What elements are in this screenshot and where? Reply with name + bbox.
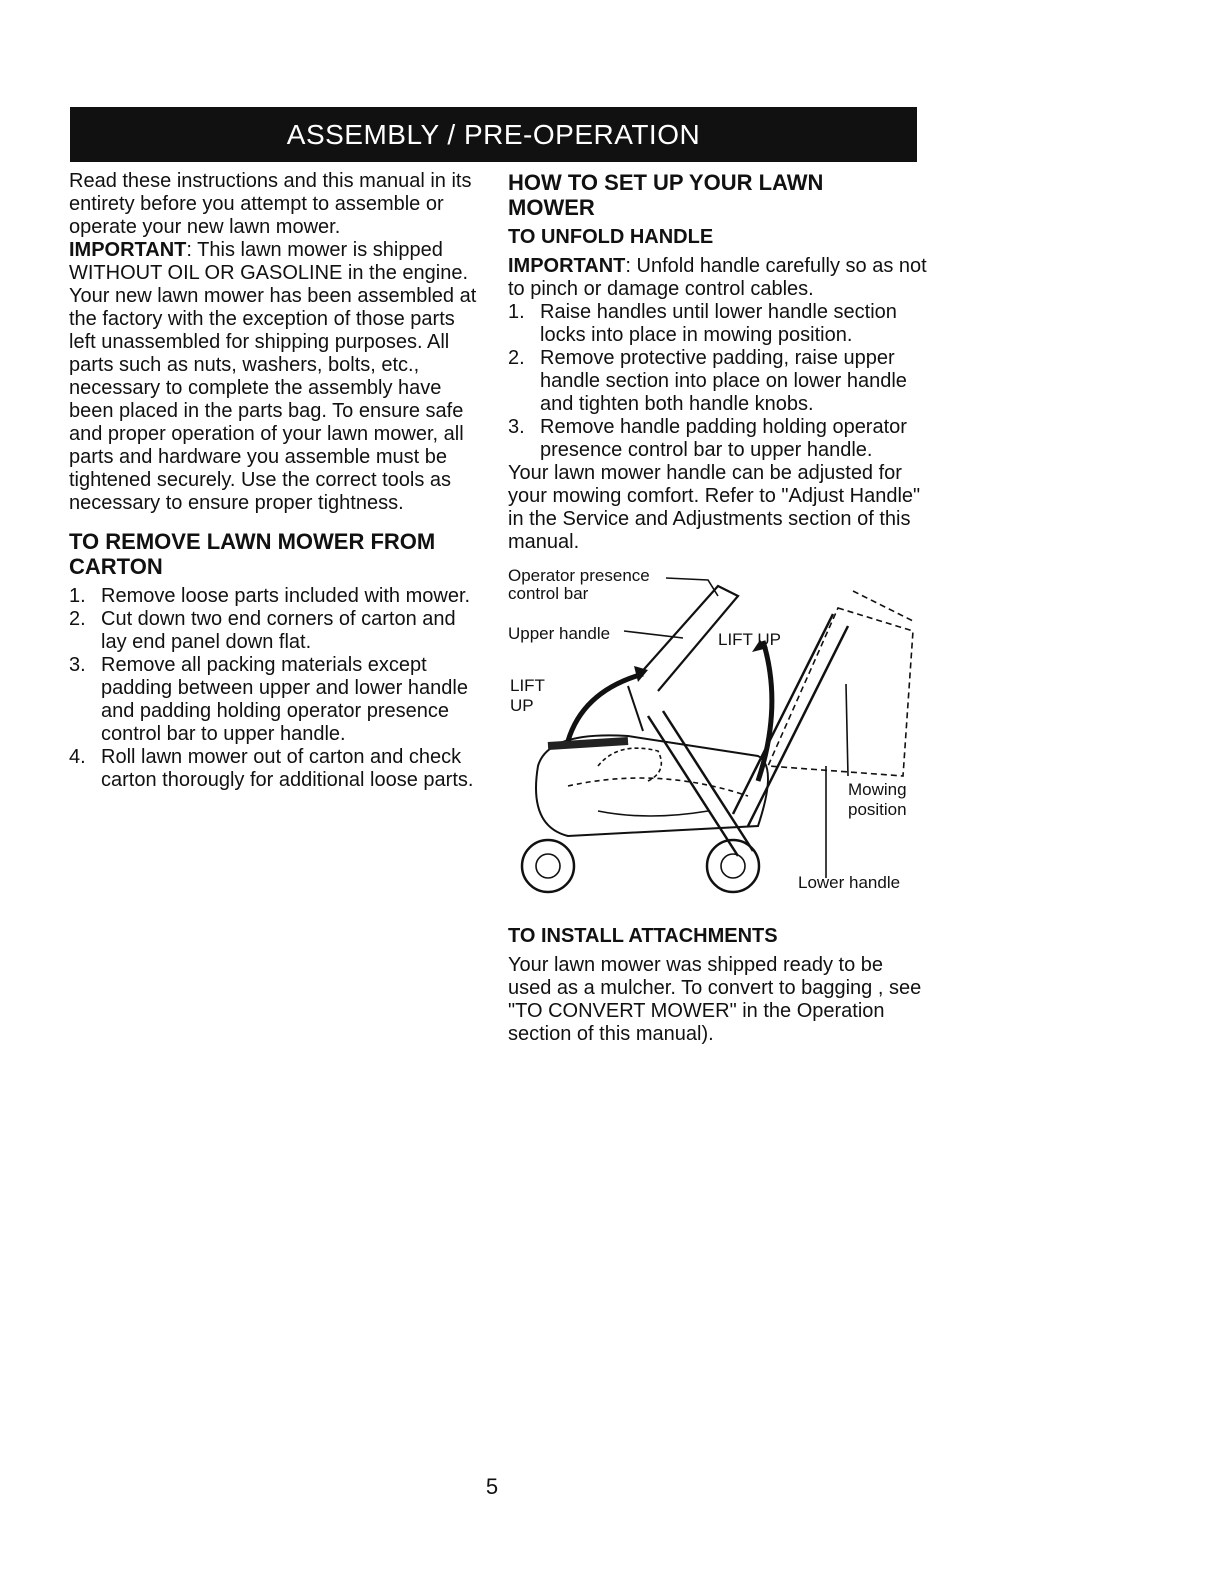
step-text: Raise handles until lower handle section locks into place in mowing position.	[540, 301, 897, 346]
page-number: 5	[485, 1474, 499, 1499]
step-number: 1.	[508, 301, 525, 323]
label-upper-handle: Upper handle	[508, 624, 611, 643]
step-number: 3.	[69, 654, 86, 676]
list-item	[69, 585, 479, 608]
right-column	[508, 170, 928, 1046]
attach-heading: TO INSTALL ATTACHMENTS	[508, 925, 778, 947]
banner-title: ASSEMBLY / PRE-OPERATION	[286, 118, 701, 150]
remove-steps-list	[69, 585, 479, 792]
list-item	[69, 746, 479, 792]
important-label: IMPORTANT	[508, 255, 626, 277]
label-lower-handle: Lower handle	[798, 873, 901, 892]
step-text: Cut down two end corners of carton and lay end panel down flat.	[101, 608, 456, 653]
label-mowing-2: position	[848, 800, 907, 819]
step-number: 2.	[69, 608, 86, 630]
list-item	[508, 416, 928, 462]
step-text: Remove loose parts included with mower.	[101, 585, 471, 607]
assembled-paragraph: Your new lawn mower has been assembled at the factory with the exception of those parts left unassembled for shipping purposes. All parts such as nuts, washers, bolts, etc., necessary to complete the assembly have been placed in the parts bag. To ensure safe and proper operation of your lawn mower, all parts and hardware you assemble must be tightened securely. Use the correct tools as necessary to ensure proper tightness.	[69, 285, 477, 514]
step-number: 4.	[69, 746, 86, 768]
label-control-bar-1: Operator presence	[508, 566, 650, 585]
important-text: : Unfold handle carefully so as not to pinch or damage control cables.	[508, 255, 927, 300]
adjust-paragraph: Your lawn mower handle can be adjusted for your mowing comfort. Refer to "Adjust Handle" in the Service and Adjustments section of this manual.	[508, 462, 921, 553]
label-up: UP	[510, 696, 534, 715]
label-control-bar-2: control bar	[508, 584, 589, 603]
intro-paragraph: Read these instructions and this manual in its entirety before you attempt to assemble or operate your new lawn mower.	[69, 170, 472, 238]
label-lift-up-right: LIFT UP	[718, 630, 781, 649]
step-text: Remove handle padding holding operator presence control bar to upper handle.	[540, 416, 907, 461]
setup-heading: HOW TO SET UP YOUR LAWN MOWER	[508, 170, 824, 220]
unfold-heading: TO UNFOLD HANDLE	[508, 226, 714, 248]
attach-paragraph: Your lawn mower was shipped ready to be used as a mulcher. To convert to bagging , see "TO CONVERT MOWER" in the Operation section of this manual).	[508, 954, 922, 1045]
label-mowing-1: Mowing	[848, 780, 907, 799]
list-item	[69, 654, 479, 746]
unfold-important-paragraph	[508, 255, 928, 301]
mower-illustration	[508, 566, 928, 911]
mower-drawing	[508, 566, 928, 911]
section-banner	[70, 107, 917, 162]
step-number: 3.	[508, 416, 525, 438]
list-item	[508, 347, 928, 416]
step-text: Remove protective padding, raise upper handle section into place on lower handle and tighten both handle knobs.	[540, 347, 907, 415]
unfold-steps-list	[508, 301, 928, 462]
remove-heading: TO REMOVE LAWN MOWER FROM CARTON	[69, 529, 436, 579]
important-paragraph	[69, 239, 479, 285]
step-text: Remove all packing materials except padding between upper and lower handle and padding holding operator presence control bar to upper handle.	[101, 654, 468, 745]
list-item	[508, 301, 928, 347]
step-number: 2.	[508, 347, 525, 369]
label-lift: LIFT	[510, 676, 545, 695]
important-text: : This lawn mower is shipped WITHOUT OIL OR GASOLINE in the engine.	[69, 239, 469, 284]
step-text: Roll lawn mower out of carton and check carton thorougly for additional loose parts.	[101, 746, 474, 791]
left-column	[69, 170, 479, 792]
important-label: IMPORTANT	[69, 239, 187, 261]
list-item	[69, 608, 479, 654]
step-number: 1.	[69, 585, 86, 607]
